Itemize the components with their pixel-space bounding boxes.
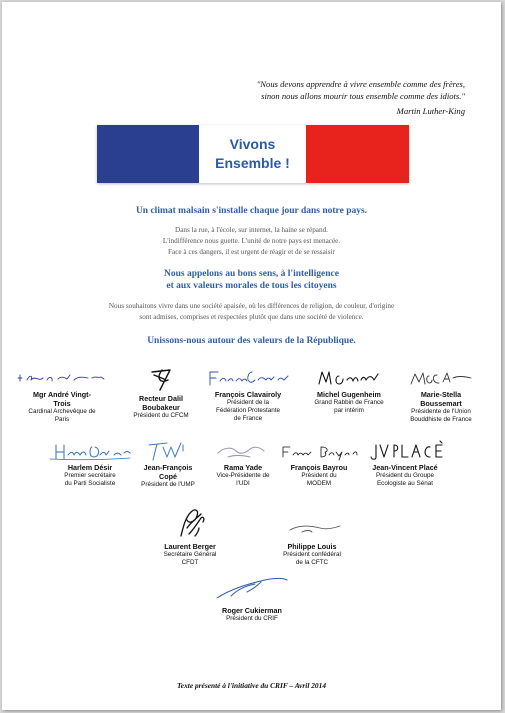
signatory-bayrou — [273, 439, 365, 488]
paragraph-dangers — [42, 225, 461, 258]
signatory-title: Grand Rabbin de France — [314, 399, 384, 406]
signatory-boubakeur — [118, 366, 204, 420]
heading-unite: Unissons-nous autour des valeurs de la République. — [147, 336, 356, 346]
epigraph-quote — [257, 79, 465, 118]
banner-title-line-2: Ensemble ! — [215, 155, 290, 171]
signatory-name: François Clavairoly — [214, 390, 282, 399]
handwritten-signature — [299, 366, 399, 388]
paragraph-line: sont admises, comprises et respectées plutôt que dans une société de violence. — [139, 313, 364, 321]
signatory-name: Laurent Berger — [164, 542, 216, 551]
signatory-name: Jean-François — [143, 463, 193, 472]
handwritten-signature — [391, 366, 491, 388]
signatory-name: Mgr André Vingt- — [33, 390, 91, 399]
handwritten-signature — [273, 439, 365, 461]
signatory-title: MODEM — [306, 480, 332, 487]
signatory-gugenheim — [299, 366, 399, 415]
signatory-berger — [145, 506, 235, 567]
document-page — [2, 2, 501, 710]
signatory-title: Président de l'UMP — [141, 481, 195, 488]
signatory-title: Vice-Présidente de — [216, 472, 270, 479]
heading-appeal — [2, 268, 501, 292]
footer-note: Texte présenté à l'initiative du CRIF – Avril 2014 — [176, 681, 327, 690]
quote-author: Martin Luther-King — [396, 106, 465, 116]
signatory-title: Bouddhiste de France — [410, 416, 472, 423]
paragraph-line: Dans la rue, à l'école, sur internet, la haine se répand. — [175, 226, 328, 234]
signatory-title: Président confédéral — [283, 551, 341, 558]
signatory-title: de la CFTC — [295, 559, 329, 566]
signatory-title: Premier secrétaire — [64, 472, 116, 479]
signatory-title: par intérim — [334, 407, 364, 414]
signatory-cukierman — [197, 572, 307, 623]
heading-appeal-line-1: Nous appelons au bons sens, à l'intelligence — [164, 269, 339, 279]
signatory-title: Cardinal Archevêque de — [28, 408, 96, 415]
signatory-title: Présidente de l'Union — [411, 408, 471, 415]
signatory-name: Recteur Dalil — [139, 394, 183, 403]
signatory-name: Jean-Vincent Placé — [372, 463, 438, 472]
flag-red-band — [306, 125, 409, 183]
paragraph-line: Face à ces dangers, il est urgent de réagir et de se ressaisir — [168, 248, 335, 256]
signatory-title: Président du Groupe — [375, 472, 435, 479]
quote-line-1: "Nous devons apprendre à vivre ensemble comme des frères, — [256, 79, 465, 89]
flag-white-band — [199, 125, 306, 183]
signatory-name: Harlem Désir — [67, 463, 113, 472]
french-flag-banner — [97, 125, 409, 183]
paragraph-line: L'indifférence nous guette. L'unité de notre pays est menacée. — [162, 237, 341, 245]
paragraph-society — [42, 301, 461, 323]
heading-appeal-line-2: et aux valeurs morales de tous les citoyens — [166, 281, 337, 291]
handwritten-signature — [118, 366, 204, 392]
signatory-name: Philippe Louis — [287, 542, 337, 551]
signatory-title: CFDT — [181, 559, 199, 566]
signatory-name: Roger Cukierman — [222, 606, 282, 615]
signatory-title: Président du — [301, 472, 337, 479]
signatory-clavairoly — [198, 366, 298, 423]
flag-blue-band — [97, 125, 199, 183]
signatory-title: Fédération Protestante — [215, 407, 281, 414]
signatory-vingt-trois — [14, 366, 110, 424]
signatory-name: Rama Yade — [223, 463, 263, 472]
heading-climate: Un climat malsain s'installe chaque jour dans notre pays. — [135, 206, 368, 216]
signatory-louis — [262, 506, 362, 567]
quote-line-2: sinon nous allons mourir tous ensemble comme des idiots." — [261, 90, 465, 101]
signatory-name: Copé — [159, 472, 177, 481]
signatory-name: Boubakeur — [142, 403, 180, 412]
signatory-boussemart — [391, 366, 491, 424]
signatory-title: de France — [233, 415, 263, 422]
handwritten-signature — [14, 366, 110, 388]
signatory-title: Paris — [54, 416, 70, 423]
handwritten-signature — [198, 366, 298, 388]
signatory-title: Président du CRIF — [226, 615, 278, 622]
signatory-name: Trois — [53, 399, 71, 408]
signatory-name: Michel Gugenheim — [317, 390, 381, 399]
handwritten-signature — [262, 506, 362, 540]
signatory-title: du Parti Socialiste — [64, 480, 116, 487]
banner-title-line-1: Vivons — [229, 136, 276, 152]
signatory-title: Secrétaire Général — [163, 551, 217, 558]
signatory-name: Marie-Stella — [420, 390, 462, 399]
signatory-title: Président du CFCM — [133, 412, 189, 419]
paragraph-line: Nous souhaitons vivre dans une société apaisée, où les différences de religion, de couleur, d'origine — [108, 302, 395, 310]
signatory-name: Boussemart — [420, 399, 462, 408]
handwritten-signature — [145, 506, 235, 540]
signatory-name: François Bayrou — [290, 463, 348, 472]
handwritten-signature — [356, 439, 454, 461]
signatory-title: l'UDI — [236, 480, 250, 487]
handwritten-signature — [197, 572, 307, 604]
signatory-place — [356, 439, 454, 488]
signatory-title: Ecologiste au Sénat — [376, 480, 433, 487]
signatory-title: Président de la — [226, 399, 269, 406]
